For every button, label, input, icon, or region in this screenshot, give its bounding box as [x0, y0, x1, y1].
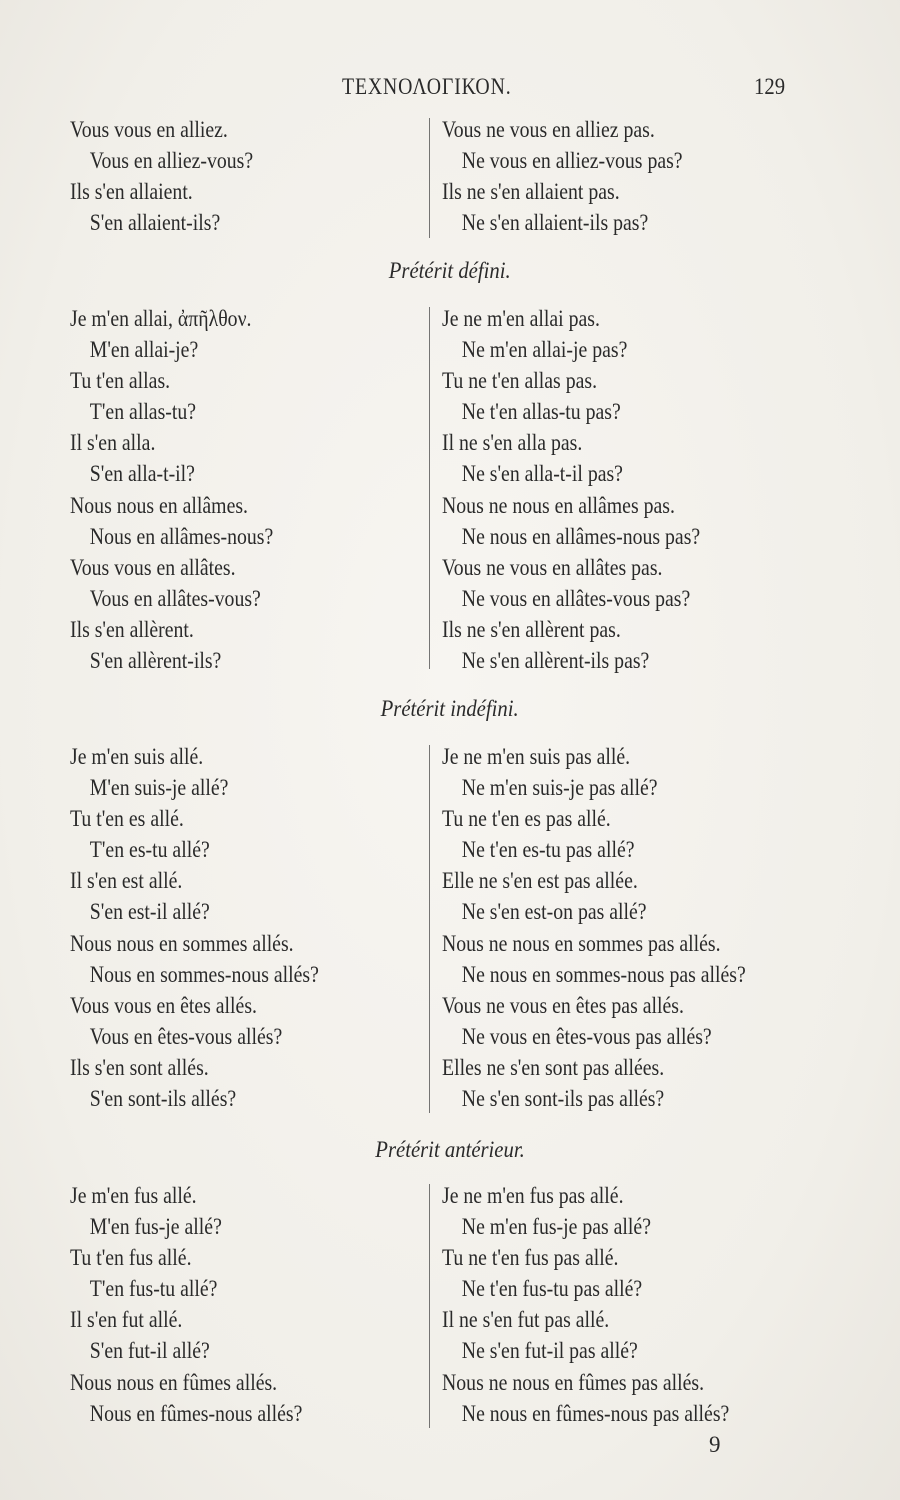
conjugation-line: Tu t'en fus allé. — [70, 1245, 192, 1271]
conjugation-line: T'en fus-tu allé? — [89, 1276, 218, 1302]
column-divider — [429, 118, 430, 238]
conjugation-line: Vous en êtes-vous allés? — [89, 1023, 283, 1049]
negative-column — [442, 303, 842, 676]
conjugation-line: Tu ne t'en fus pas allé. — [442, 1245, 619, 1271]
conjugation-line: Je ne m'en fus pas allé. — [442, 1183, 624, 1208]
conjugation-line: Nous nous en fûmes allés. — [70, 1369, 278, 1395]
conjugation-line: Tu ne t'en allas pas. — [442, 368, 598, 394]
conjugation-line: Nous ne nous en fûmes pas allés. — [442, 1369, 705, 1395]
conjugation-line: Nous en fûmes-nous allés? — [89, 1400, 303, 1426]
affirmative-column — [70, 741, 420, 1114]
conjugation-line: Elle ne s'en est pas allée. — [442, 868, 638, 894]
conjugation-line: Nous nous en allâmes. — [70, 492, 248, 518]
conjugation-line: Tu t'en allas. — [70, 368, 171, 394]
negative-column — [442, 114, 842, 238]
conjugation-line: Vous ne vous en êtes pas allés. — [442, 992, 684, 1018]
conjugation-line: Je ne m'en allai pas. — [442, 306, 600, 331]
affirmative-column — [70, 114, 420, 238]
conjugation-line: Nous en allâmes-nous? — [89, 523, 274, 549]
conjugation-line: Je m'en allai, ἀπῆλθον. — [70, 306, 252, 331]
conjugation-line: Nous en sommes-nous allés? — [89, 961, 319, 987]
conjugation-line: S'en fut-il allé? — [89, 1338, 210, 1364]
conjugation-line: Tu ne t'en es pas allé. — [442, 806, 611, 832]
conjugation-line: Nous ne nous en sommes pas allés. — [442, 930, 721, 956]
conjugation-line: Ne t'en allas-tu pas? — [461, 399, 621, 425]
conjugation-line: Ne m'en allai-je pas? — [461, 337, 628, 363]
conjugation-line: M'en allai-je? — [89, 337, 199, 363]
signature-mark: 9 — [709, 1432, 721, 1457]
conjugation-line: Ne m'en fus-je pas allé? — [461, 1214, 651, 1240]
conjugation-line: Il s'en alla. — [70, 430, 156, 456]
conjugation-line: M'en suis-je allé? — [89, 775, 229, 801]
negative-column — [442, 741, 842, 1114]
conjugation-line: Nous ne nous en allâmes pas. — [442, 492, 675, 518]
column-divider — [429, 307, 430, 669]
conjugation-line: Ne vous en alliez-vous pas? — [461, 148, 683, 174]
running-title: ΤΕΧΝΟΛΟΓΙΚΟΝ. — [342, 74, 512, 99]
conjugation-line: Il s'en est allé. — [70, 868, 183, 894]
conjugation-line: Ne s'en allaient-ils pas? — [461, 210, 649, 236]
heading-text: Prétérit indéfini. — [381, 696, 519, 721]
conjugation-line: S'en est-il allé? — [89, 899, 210, 925]
conjugation-line: Ne vous en allâtes-vous pas? — [461, 585, 691, 611]
column-divider — [429, 745, 430, 1113]
conjugation-line: Il ne s'en alla pas. — [442, 430, 583, 456]
conjugation-line: Je ne m'en suis pas allé. — [442, 744, 631, 769]
conjugation-line: Ils ne s'en allèrent pas. — [442, 616, 621, 642]
conjugation-line: T'en allas-tu? — [89, 399, 197, 425]
affirmative-column — [70, 1180, 420, 1429]
conjugation-line: S'en sont-ils allés? — [89, 1086, 237, 1112]
conjugation-line: Vous vous en êtes allés. — [70, 992, 257, 1018]
conjugation-line: Je m'en suis allé. — [70, 744, 204, 769]
conjugation-line: Il s'en fut allé. — [70, 1307, 183, 1333]
section-heading — [0, 255, 900, 287]
conjugation-line: Ne m'en suis-je pas allé? — [461, 775, 658, 801]
conjugation-line: M'en fus-je allé? — [89, 1214, 222, 1240]
conjugation-line: Ils ne s'en allaient pas. — [442, 179, 620, 205]
conjugation-line: S'en allèrent-ils? — [89, 648, 222, 674]
conjugation-line: Ne s'en est-on pas allé? — [461, 899, 647, 925]
conjugation-line: Ils s'en sont allés. — [70, 1054, 209, 1080]
affirmative-column — [70, 303, 420, 676]
conjugation-line: Ne s'en sont-ils pas allés? — [461, 1086, 665, 1112]
conjugation-line: T'en es-tu allé? — [89, 837, 210, 863]
page-header — [0, 70, 900, 110]
conjugation-line: Ne t'en fus-tu pas allé? — [461, 1276, 643, 1302]
column-divider — [429, 1184, 430, 1428]
conjugation-line: Nous nous en sommes allés. — [70, 930, 294, 956]
page-number: 129 — [754, 74, 786, 99]
conjugation-line: Ne s'en fut-il pas allé? — [461, 1338, 638, 1364]
conjugation-line: Vous vous en allâtes. — [70, 554, 236, 580]
conjugation-line: Tu t'en es allé. — [70, 806, 184, 832]
conjugation-line: Il ne s'en fut pas allé. — [442, 1307, 610, 1333]
negative-column — [442, 1180, 842, 1429]
conjugation-line: Ne nous en allâmes-nous pas? — [461, 523, 701, 549]
conjugation-line: S'en allaient-ils? — [89, 210, 221, 236]
section-heading — [0, 693, 900, 725]
heading-text: Prétérit antérieur. — [375, 1137, 525, 1162]
conjugation-line: Ils s'en allèrent. — [70, 616, 194, 642]
heading-text: Prétérit défini. — [389, 258, 511, 283]
conjugation-line: Vous en allâtes-vous? — [89, 585, 261, 611]
conjugation-line: Ne s'en alla-t-il pas? — [461, 461, 623, 487]
conjugation-line: Vous en alliez-vous? — [89, 148, 254, 174]
conjugation-line: Ne vous en êtes-vous pas allés? — [461, 1023, 712, 1049]
conjugation-line: Ne t'en es-tu pas allé? — [461, 837, 635, 863]
conjugation-line: Ne nous en sommes-nous pas allés? — [461, 961, 746, 987]
conjugation-line: Je m'en fus allé. — [70, 1183, 197, 1208]
conjugation-line: Ne nous en fûmes-nous pas allés? — [461, 1400, 730, 1426]
section-heading — [0, 1134, 900, 1166]
conjugation-line: S'en alla-t-il? — [89, 461, 195, 487]
conjugation-line: Vous vous en alliez. — [70, 117, 228, 142]
conjugation-line: Vous ne vous en alliez pas. — [442, 117, 655, 142]
conjugation-line: Ils s'en allaient. — [70, 179, 193, 205]
conjugation-line: Ne s'en allèrent-ils pas? — [461, 648, 650, 674]
conjugation-line: Elles ne s'en sont pas allées. — [442, 1054, 665, 1080]
conjugation-line: Vous ne vous en allâtes pas. — [442, 554, 663, 580]
